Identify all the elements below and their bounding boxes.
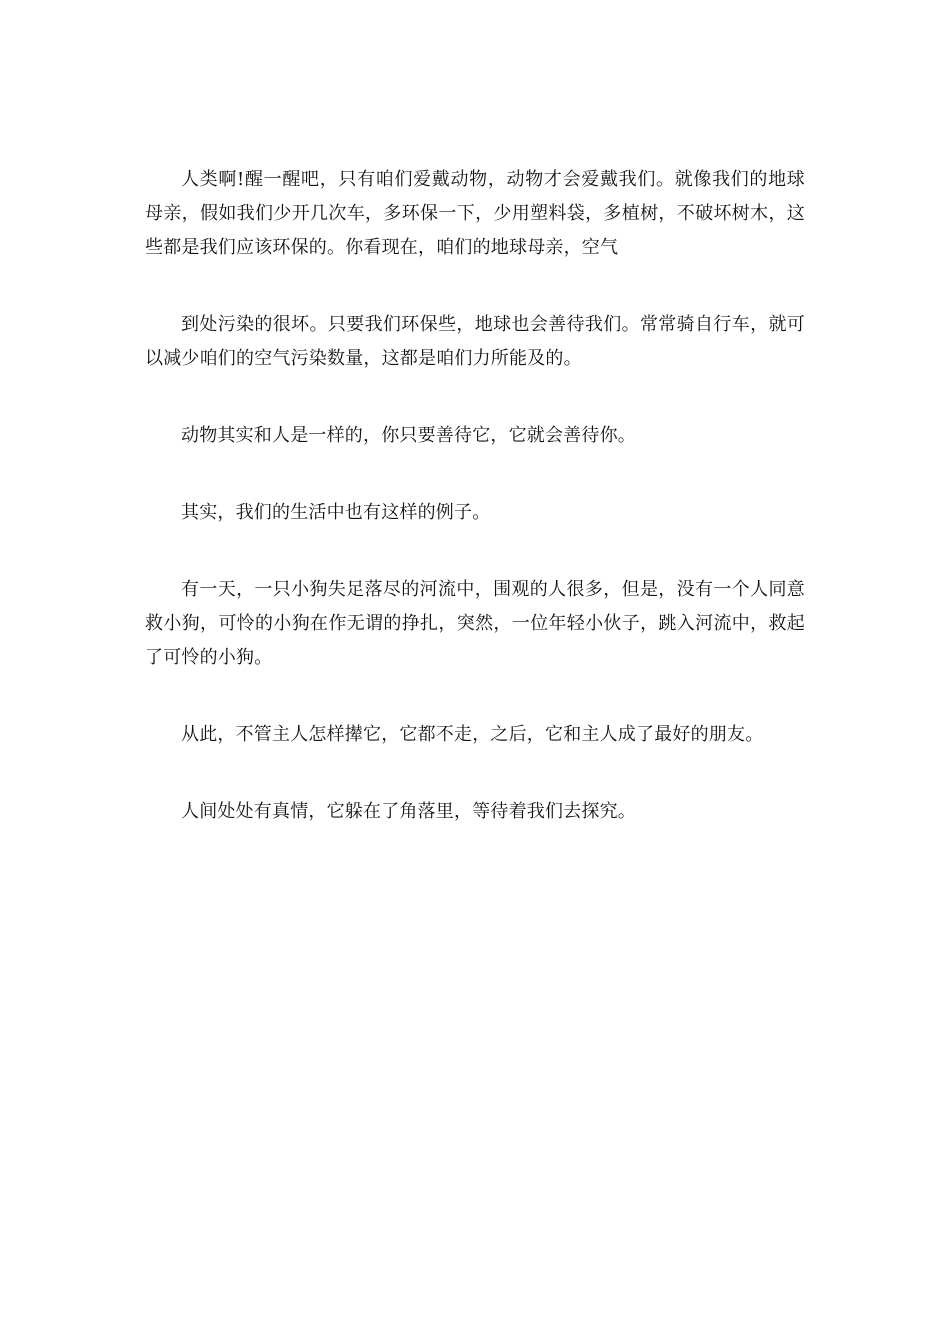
paragraph-3: 动物其实和人是一样的，你只要善待它，它就会善待你。	[181, 425, 636, 446]
paragraph-6: 从此，不管主人怎样撵它，它都不走，之后，它和主人成了最好的朋友。	[181, 724, 764, 745]
paragraph-5: 有一天，一只小狗失足落尽的河流中，围观的人很多，但是，没有一个人同意救小狗，可怜的小狗在作无谓的挣扎，突然，一位年轻小伙子，跳入河流中，救起了可怜的小狗。	[145, 579, 805, 668]
paragraph-1: 人类啊!醒一醒吧，只有咱们爱戴动物，动物才会爱戴我们。就像我们的地球母亲，假如我们少开几次车，多环保一下，少用塑料袋，多植树，不破坏树木，这些都是我们应该环保的。你看现在，咱们的地球母亲，空气	[145, 169, 805, 258]
paragraph-7: 人间处处有真情，它躲在了角落里，等待着我们去探究。	[181, 801, 636, 822]
document-body	[145, 163, 805, 872]
paragraph-4: 其实，我们的生活中也有这样的例子。	[181, 502, 491, 523]
paragraph-2: 到处污染的很坏。只要我们环保些，地球也会善待我们。常常骑自行车，就可以减少咱们的空气污染数量，这都是咱们力所能及的。	[145, 314, 805, 369]
